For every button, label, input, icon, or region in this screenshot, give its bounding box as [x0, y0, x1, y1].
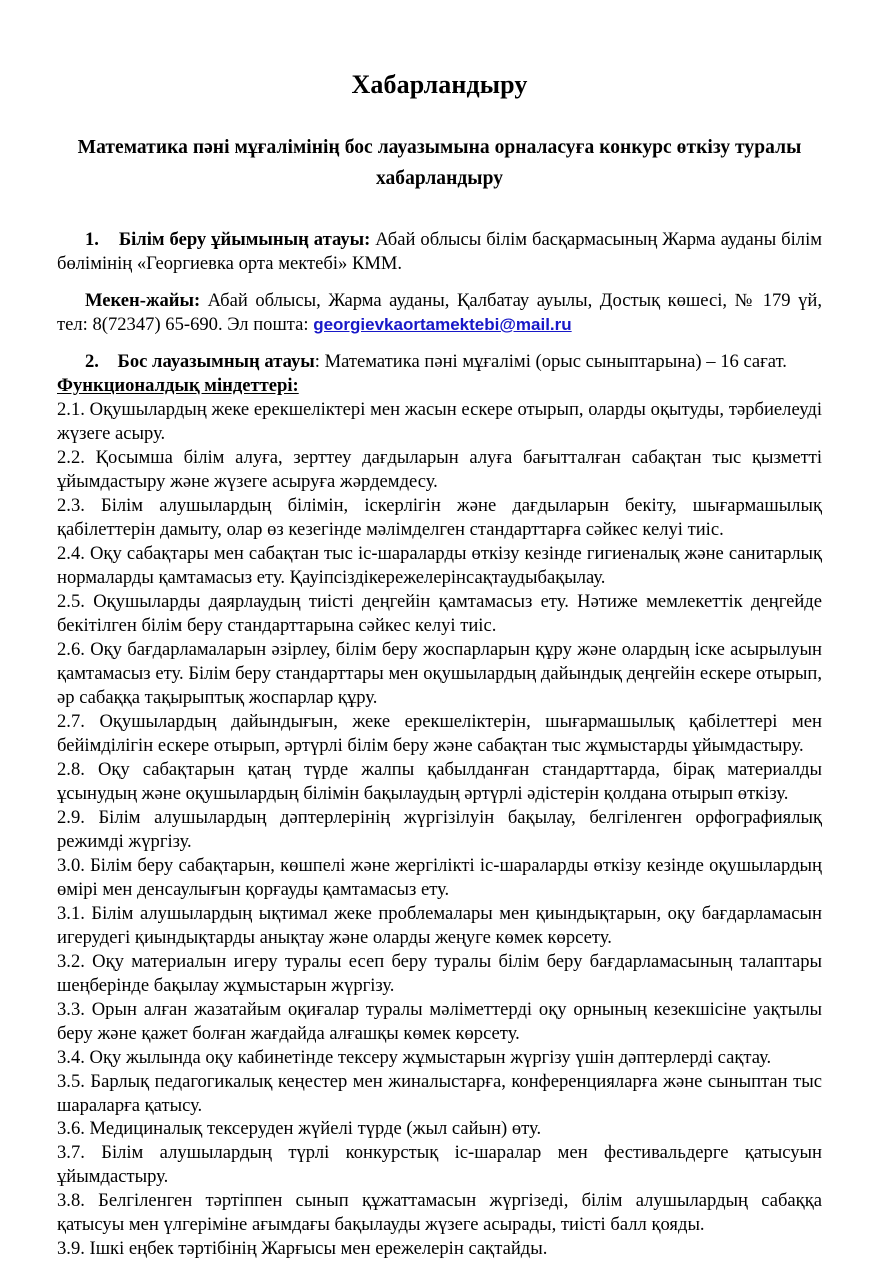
duty-item-text: Білім алушылардың білімін, іскерлігін және дағдыларын бекіту, шығармашылық қабілеттерін дамыту, олар өз кезегінде мәлімделген стандарттарға сәйкес келуі тиіс. — [57, 494, 822, 540]
section-2-label: Бос лауазымның атауы — [117, 350, 315, 372]
duties-heading-label: Функционалдық міндеттері: — [57, 374, 299, 396]
duty-item-text: Оқу бағдарламаларын әзірлеу, білім беру жоспарларын құру және олардың іске асырылуын қамтамасыз ету. Білім беру стандарттары мен оқушылардың дайындық деңгейін ескере отырып, әр сабаққа тақырыптық жоспарлар құру. — [57, 638, 822, 708]
duty-item-text: Барлық педагогикалық кеңестер мен жиналыстарға, конференцияларға және сыныптан тыс шараларға қатысу. — [57, 1070, 822, 1116]
duty-item-number: 3.6. — [57, 1118, 85, 1140]
title-spacer — [57, 195, 822, 206]
duty-item-number: 3.0. — [57, 854, 85, 876]
duty-item-number: 3.2. — [57, 950, 85, 972]
duty-item — [57, 446, 822, 494]
section-2-number: 2. — [85, 350, 99, 372]
duty-item — [57, 998, 822, 1046]
duty-item-number: 2.2. — [57, 446, 85, 468]
duty-item-separator — [85, 759, 98, 780]
duty-item — [57, 1046, 822, 1070]
address-text: Абай облысы, Жарма ауданы, Қалбатау ауылы, Достық көшесі, № 179 үй, тел: 8(72347) 65-690. Эл пошта: — [57, 290, 822, 335]
duty-item — [57, 1141, 822, 1189]
duty-item-separator — [85, 999, 92, 1020]
duty-item-number: 3.9. — [57, 1238, 85, 1260]
duties-list — [57, 398, 822, 1261]
duty-item-text: Оқу сабақтары мен сабақтан тыс іс-шараларды өткізу кезінде гигиеналық және санитарлық нормаларды қамтамасыз ету. Қауіпсіздікережелерінсақтаудыбақылау. — [57, 542, 823, 588]
duty-item-separator — [85, 1190, 98, 1211]
address-paragraph — [57, 289, 822, 337]
page-title: Хабарландыру — [351, 70, 528, 99]
section-2-text: : Математика пәні мұғалімі (орыс сыныптарына) – 16 сағат. — [314, 350, 787, 372]
duty-item-separator — [85, 591, 93, 612]
duty-item-text: Белгіленген тәртіппен сынып құжаттамасын жүргізеді, білім алушылардың сабаққа қатысуы мен үлгеріміне ағымдағы бақылауды жүзеге асырады, тиісті балл қояды. — [57, 1190, 822, 1236]
document-subtitle: Математика пәні мұғалімінің бос лауазымына орналасуға конкурс өткізу туралы хабарландыру — [77, 136, 802, 190]
duty-item-text: Оқушыларды даярлаудың тиісті деңгейін қамтамасыз ету. Нәтиже мемлекеттік деңгейде бекітілген білім беру стандарттарына сәйкес келуі тиіс. — [57, 590, 822, 636]
duty-item-number: 3.4. — [57, 1046, 85, 1068]
duty-item-text: Білім беру сабақтарын, көшпелі және жергілікті іс-шараларды өткізу кезінде оқушылардың өмірі мен денсаулығын қорғауды қамтамасыз ету. — [57, 854, 822, 900]
duty-item-text: Ішкі еңбек тәртібінің Жарғысы мен ережелерін сақтайды. — [89, 1238, 548, 1260]
duty-item — [57, 590, 822, 638]
duty-item — [57, 950, 822, 998]
duty-item — [57, 758, 822, 806]
duty-item-number: 2.5. — [57, 590, 85, 612]
duty-item — [57, 1237, 822, 1261]
duty-item — [57, 854, 822, 902]
duty-item-text: Оқу сабақтарын қатаң түрде жалпы қабылданған стандарттарда, бірақ материалды ұсынудың және оқушылардың білімін бақылаудың әртүрлі әдістерін қолдана отырып өткізу. — [57, 758, 822, 804]
section-item-2 — [57, 350, 822, 374]
duty-item-number: 3.5. — [57, 1070, 85, 1092]
duty-item-text: Орын алған жазатайым оқиғалар туралы мәліметтерді оқу орнының кезекшісіне уақтылы беру және қажет болған жағдайда алғашқы көмек көрсету. — [57, 998, 822, 1044]
email-link[interactable]: georgievkaortamektebi@mail.ru — [313, 315, 572, 334]
duty-item — [57, 542, 822, 590]
duty-item-number: 3.7. — [57, 1142, 85, 1164]
duty-item — [57, 1070, 822, 1118]
duty-item — [57, 1189, 822, 1237]
duty-item-text: Оқушылардың дайындығын, жеке ерекшеліктерін, шығармашылық қабілеттері мен бейімділігін ескере отырып, әртүрлі білім беру және сабақтан тыс жұмыстарды ұйымдастыру. — [57, 710, 822, 756]
duty-item-separator — [85, 1142, 101, 1163]
duty-item-number: 2.6. — [57, 638, 85, 660]
duty-item — [57, 710, 822, 758]
document-content — [57, 0, 822, 1261]
duty-item-number: 2.3. — [57, 494, 85, 516]
duty-item-number: 2.1. — [57, 398, 85, 420]
duty-item-separator — [85, 807, 99, 828]
duty-item-text: Оқу жылында оқу кабинетінде тексеру жұмыстарын жүргізу үшін дәптерлерді сақтау. — [89, 1046, 772, 1068]
duty-item-number: 2.4. — [57, 542, 85, 564]
duty-item-text: Қосымша білім алуға, зерттеу дағдыларын алуға бағытталған сабақтан тыс қызметті ұйымдастыру және жүзеге асыруға жәрдемдесу. — [57, 446, 822, 492]
duty-item-number: 3.8. — [57, 1190, 85, 1212]
duty-item — [57, 1117, 822, 1141]
duty-item-text: Білім алушылардың дәптерлерінің жүргізілуін бақылау, белгіленген орфографиялық режимді жүргізу. — [57, 806, 823, 852]
duty-item-separator — [85, 495, 101, 516]
duty-item — [57, 806, 822, 854]
duty-item — [57, 494, 822, 542]
duty-item-number: 2.9. — [57, 806, 85, 828]
duty-item — [57, 902, 822, 950]
duty-item-text: Білім алушылардың ықтимал жеке проблемалары мен қиындықтарын, оқу бағдарламасын игерудегі қиындықтарды анықтау және оларды жеңуге көмек көрсету. — [57, 902, 822, 948]
duty-item-number: 3.3. — [57, 998, 85, 1020]
duty-item-text: Медициналық тексеруден жүйелі түрде (жыл сайын) өту. — [89, 1118, 542, 1140]
section-1-number: 1. — [85, 229, 99, 251]
duty-item-number: 3.1. — [57, 902, 85, 924]
duties-heading — [57, 374, 822, 398]
duty-item-text: Оқушылардың жеке ерекшеліктері мен жасын ескере отырып, оларды оқытуды, тәрбиелеуді жүзеге асыру. — [57, 398, 822, 444]
duty-item-text: Оқу материалын игеру туралы есеп беру туралы білім беру бағдарламасының талаптары шеңберінде бақылау жұмыстарын жүргізу. — [57, 950, 822, 996]
address-label: Мекен-жайы: — [85, 290, 201, 312]
section-1-label: Білім беру ұйымының атауы: — [118, 229, 371, 251]
duty-item-number: 2.7. — [57, 710, 85, 732]
duty-item — [57, 638, 822, 710]
section-1-text: Абай облысы білім басқармасының Жарма ауданы білім бөлімінің «Георгиевка орта мектебі» КММ. — [57, 229, 822, 275]
duty-item-separator — [85, 447, 96, 468]
duty-item-number: 2.8. — [57, 758, 85, 780]
section-item-1 — [57, 228, 822, 276]
duty-item — [57, 398, 822, 446]
duty-item-separator — [85, 711, 100, 732]
duty-item-text: Білім алушылардың түрлі конкурстық іс-шаралар мен фестивальдерге қатысуын ұйымдастыру. — [57, 1142, 822, 1188]
